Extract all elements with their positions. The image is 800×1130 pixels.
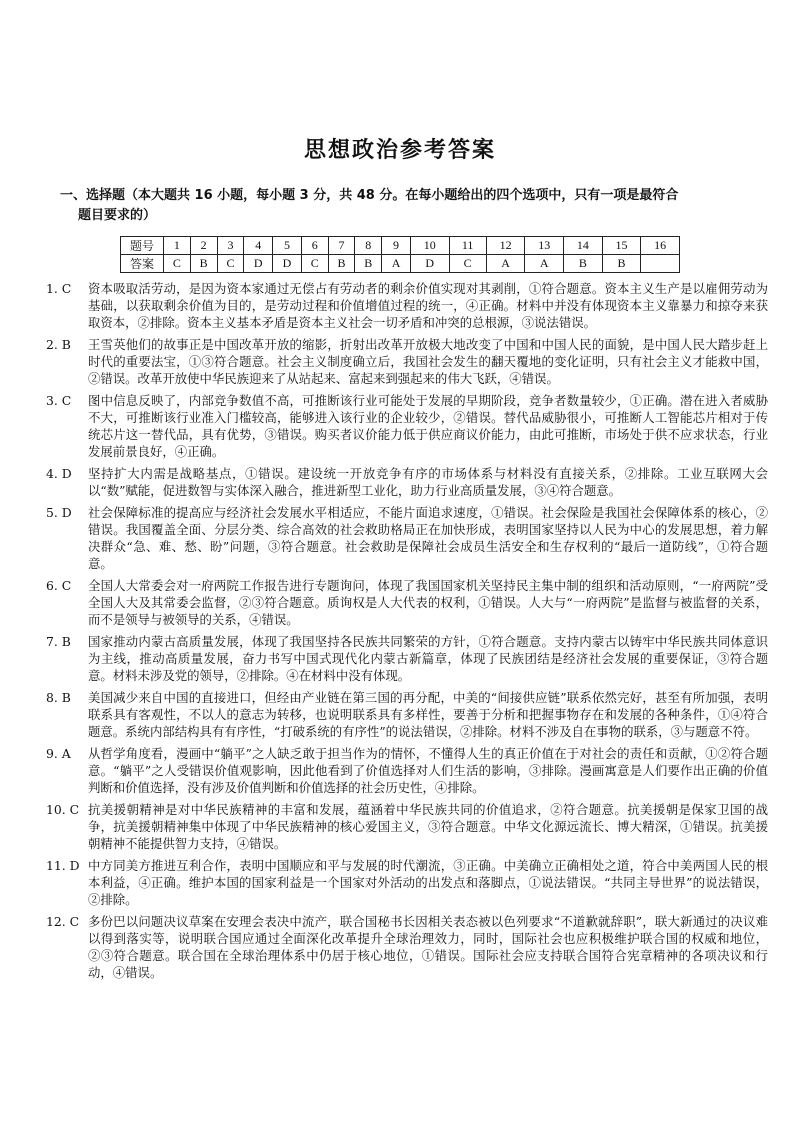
explanation-item xyxy=(46,577,768,628)
item-number: 12. C xyxy=(46,914,80,929)
item-number: 5. D xyxy=(46,505,72,520)
explanation-item xyxy=(46,801,768,852)
page-title: 思想政治参考答案 xyxy=(303,138,496,163)
item-text: 中方同美方推进互利合作，表明中国顺应和平与发展的时代潮流，③正确。中美确立正确相处之道，符合中美两国人民的根本利益，④正确。维护本国的国家利益是一个国家对外活动的出发点和落脚点，①说法错误。“共同主导世界”的说法错误，②排除。 xyxy=(88,858,768,907)
answer-cell: D xyxy=(244,255,273,273)
answer-cell: C xyxy=(217,255,244,273)
answer-cell: B xyxy=(355,255,382,273)
question-number-cell: 11 xyxy=(449,237,486,255)
item-text: 资本吸取活劳动，是因为资本家通过无偿占有劳动者的剩余价值实现对其剥削，①符合题意。资本主义生产是以雇佣劳动为基础，以获取剩余价值为目的，是劳动过程和价值增值过程的统一，④正确。材料中并没有体现资本主义靠暴力和掠夺来获取资本，②排除。资本主义基本矛盾是资本主义社会一切矛盾和冲突的总根源，③说法错误。 xyxy=(88,281,768,330)
explanation-item xyxy=(46,913,768,981)
item-text: 抗美援朝精神是对中华民族精神的丰富和发展，蕴涵着中华民族共同的价值追求，②符合题意。抗美援朝是保家卫国的战争，抗美援朝精神集中体现了中华民族精神的核心爱国主义，③符合题意。中华文化源远流长、博大精深，①错误。抗美援朝精神不能提供智力支持，④错误。 xyxy=(88,802,768,851)
item-number: 8. B xyxy=(46,690,71,705)
explanation-item xyxy=(46,280,768,331)
explanation-item xyxy=(46,392,768,460)
question-number-cell: 1 xyxy=(164,237,191,255)
item-number: 4. D xyxy=(46,466,72,481)
item-text: 全国人大常委会对一府两院工作报告进行专题询问，体现了我国国家机关坚持民主集中制的组织和活动原则，“一府两院”受全国人大及其常委会监督，②③符合题意。质询权是人大代表的权利，①错误。人大与“一府两院”是监督与被监督的关系，而不是领导与被领导的关系，④错误。 xyxy=(88,578,768,627)
answer-cell: A xyxy=(382,255,411,273)
answer-row xyxy=(121,255,680,273)
item-text: 图中信息反映了，内部竞争数值不高，可推断该行业可能处于发展的早期阶段，竞争者数量较少，①正确。潜在进入者威胁不大，可推断该行业准入门槛较高，能够进入该行业的企业较少，②错误。替代品威胁很小，可推断人工智能芯片相对于传统芯片这一替代品，具有优势，③错误。购买者议价能力低于供应商议价能力，由此可推断，市场处于供不应求状态，行业发展前景良好，④正确。 xyxy=(88,393,768,459)
item-text: 从哲学角度看，漫画中“躺平”之人缺乏敢于担当作为的情怀，不懂得人生的真正价值在于对社会的责任和贡献，①②符合题意。“躺平”之人受错误价值观影响，因此他看到了价值选择对人们生活的影响，③排除。漫画寓意是人们要作出正确的价值判断和价值选择，没有涉及价值判断和价值选择的社会历史性，④排除。 xyxy=(88,746,768,795)
explanation-item xyxy=(46,336,768,387)
item-number: 9. A xyxy=(46,746,71,761)
explanation-item xyxy=(46,465,768,499)
section-heading-continued: 题目要求的） xyxy=(78,208,157,223)
item-text: 社会保障标准的提高应与经济社会发展水平相适应，不能片面追求速度，①错误。社会保险是我国社会保障体系的核心，②错误。我国覆盖全面、分层分类、综合高效的社会救助格局正在加快形成，表明国家坚持以人民为中心的发展思想，着力解决群众“急、难、愁、盼”问题，③符合题意。社会救助是保障社会成员生活安全和生存权利的“最后一道防线”，①符合题意。 xyxy=(88,505,768,571)
item-number: 2. B xyxy=(46,337,71,352)
item-number: 3. C xyxy=(46,393,72,408)
question-number-cell: 3 xyxy=(217,237,244,255)
answer-cell: B xyxy=(328,255,355,273)
answer-cell: B xyxy=(564,255,603,273)
item-number: 11. D xyxy=(46,858,80,873)
explanation-item xyxy=(46,504,768,572)
question-number-cell: 16 xyxy=(641,237,680,255)
explanation-item xyxy=(46,633,768,684)
item-text: 王雪英他们的故事正是中国改革开放的缩影，折射出改革开放极大地改变了中国和中国人民的面貌，是中国人民大踏步赶上时代的重要法宝，①③符合题意。社会主义制度确立后，我国社会发生的翻天覆地的变化证明，只有社会主义才能救中国，②错误。改革开放使中华民族迎来了从站起来、富起来到强起来的伟大飞跃，④错误。 xyxy=(88,337,768,386)
section-heading-text: 一、选择题（本大题共 16 小题，每小题 3 分，共 48 分。在每小题给出的四个选项中，只有一项是最符合 xyxy=(60,188,679,203)
item-number: 6. C xyxy=(46,578,72,593)
question-number-cell: 7 xyxy=(328,237,355,255)
question-number-cell: 13 xyxy=(525,237,564,255)
answer-cell: D xyxy=(410,255,449,273)
answer-cell: A xyxy=(486,255,525,273)
answer-cell xyxy=(641,255,680,273)
answer-cell: B xyxy=(190,255,217,273)
question-number-cell: 6 xyxy=(301,237,328,255)
item-number: 7. B xyxy=(46,634,71,649)
answer-cell: D xyxy=(273,255,302,273)
question-number-cell: 14 xyxy=(564,237,603,255)
item-text: 国家推动内蒙古高质量发展，体现了我国坚持各民族共同繁荣的方针，①符合题意。支持内蒙古以铸牢中华民族共同体意识为主线，推动高质量发展，奋力书写中国式现代化内蒙古新篇章，体现了民族团结是经济社会发展的重要保证，③符合题意。材料未涉及党的领导，②排除。④在材料中没有体现。 xyxy=(88,634,768,683)
question-number-cell: 9 xyxy=(382,237,411,255)
section-heading xyxy=(60,186,760,226)
answer-cell: C xyxy=(449,255,486,273)
item-number: 1. C xyxy=(46,281,72,296)
explanation-item xyxy=(46,857,768,908)
answer-cell: C xyxy=(301,255,328,273)
row-label-answer: 答案 xyxy=(121,255,164,273)
item-text: 坚持扩大内需是战略基点，①错误。建设统一开放竞争有序的市场体系与材料没有直接关系，②排除。工业互联网大会以“数”赋能，促进数智与实体深入融合，推进新型工业化，助力行业高质量发展，③④符合题意。 xyxy=(88,466,768,498)
answer-cell: B xyxy=(602,255,641,273)
item-text: 美国减少来自中国的直接进口，但经由产业链在第三国的再分配，中美的“间接供应链”联系依然完好，甚至有所加强，表明联系具有客观性，不以人的意志为转移，也说明联系具有多样性，要善于分析和把握事物存在和发展的各种条件，①④符合题意。系统内部结构具有有序性，“打破系统的有序性”的说法错误，②排除。材料不涉及自在事物的联系，③与题意不符。 xyxy=(88,690,768,739)
question-number-cell: 2 xyxy=(190,237,217,255)
answer-table xyxy=(120,236,680,273)
row-label-number: 题号 xyxy=(121,237,164,255)
question-number-row xyxy=(121,237,680,255)
question-number-cell: 12 xyxy=(486,237,525,255)
item-number: 10. C xyxy=(46,802,80,817)
answer-cell: A xyxy=(525,255,564,273)
question-number-cell: 8 xyxy=(355,237,382,255)
answer-cell: C xyxy=(164,255,191,273)
explanation-item xyxy=(46,745,768,796)
answer-explanations xyxy=(46,280,768,986)
question-number-cell: 15 xyxy=(602,237,641,255)
item-text: 多份巴以问题决议草案在安理会表决中流产，联合国秘书长因相关表态被以色列要求“不道歉就辞职”，联大新通过的决议难以得到落实等，说明联合国应通过全面深化改革提升全球治理效力，同时，国际社会也应积极维护联合国的权威和地位，②③符合题意。联合国在全球治理体系中仍居于核心地位，①错误。国际社会应支持联合国符合宪章精神的各项决议和行动，④错误。 xyxy=(88,914,768,980)
question-number-cell: 5 xyxy=(273,237,302,255)
question-number-cell: 4 xyxy=(244,237,273,255)
explanation-item xyxy=(46,689,768,740)
question-number-cell: 10 xyxy=(410,237,449,255)
